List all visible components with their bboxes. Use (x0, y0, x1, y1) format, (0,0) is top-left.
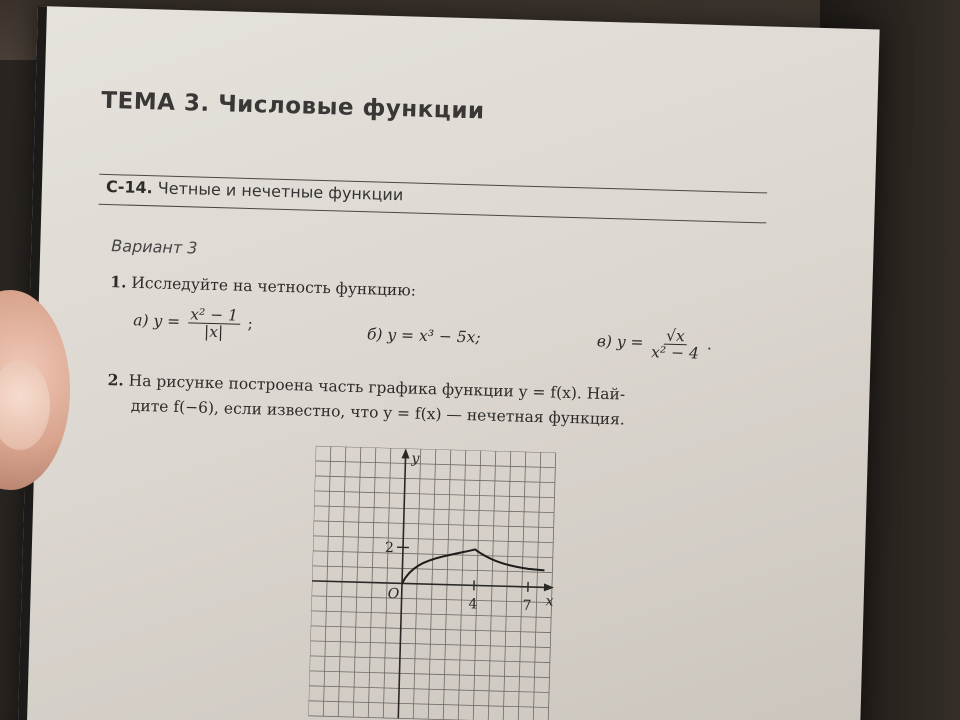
variant-label: Вариант 3 (111, 236, 198, 258)
origin-label: O (387, 585, 400, 603)
task2-text-line1: На рисунке построена часть графика функции y = f(x). Най- (128, 371, 626, 404)
y-axis-label: y (411, 450, 420, 467)
task2-text-line2: дите f(−6), если известно, что y = f(x) — нечетная функция. (130, 396, 626, 429)
task1-heading (110, 272, 416, 300)
y-axis (398, 450, 405, 718)
worksheet-page (17, 6, 880, 720)
option-a-numerator: x² − 1 (190, 305, 239, 325)
x-axis-label: x (545, 593, 554, 610)
section-rule-bottom (98, 204, 766, 224)
option-c-fraction (651, 327, 700, 361)
x-tick-label-4: 4 (468, 596, 478, 613)
graph-grid (308, 446, 555, 720)
task2-number: 2. (107, 370, 125, 390)
y-axis-arrow (402, 448, 410, 458)
option-a-denominator: |x| (203, 322, 224, 342)
option-c-label: в) y = (596, 332, 644, 352)
task1-option-c (596, 326, 712, 362)
theme-title: ТЕМА 3. Числовые функции (101, 87, 485, 125)
option-a-label: а) y = (133, 311, 181, 331)
task1-option-a (133, 305, 254, 341)
option-c-numerator: √x (665, 326, 686, 346)
option-c-end: . (706, 335, 713, 354)
task1-option-b: б) y = x³ − 5x; (366, 325, 481, 347)
task1-number: 1. (110, 272, 127, 292)
task1-text: Исследуйте на четность функцию: (131, 273, 417, 300)
option-a-fraction (188, 306, 241, 340)
y-tick-label: 2 (384, 539, 395, 557)
option-c-denominator: x² − 4 (650, 343, 700, 363)
section-code: С-14. (105, 176, 153, 198)
x-axis (312, 581, 550, 588)
option-a-end: ; (247, 314, 254, 333)
section-text: Четные и нечетные функции (157, 178, 404, 205)
x-tick-label-7: 7 (522, 597, 532, 615)
x-axis-arrow (544, 583, 554, 591)
function-graph (308, 446, 566, 720)
